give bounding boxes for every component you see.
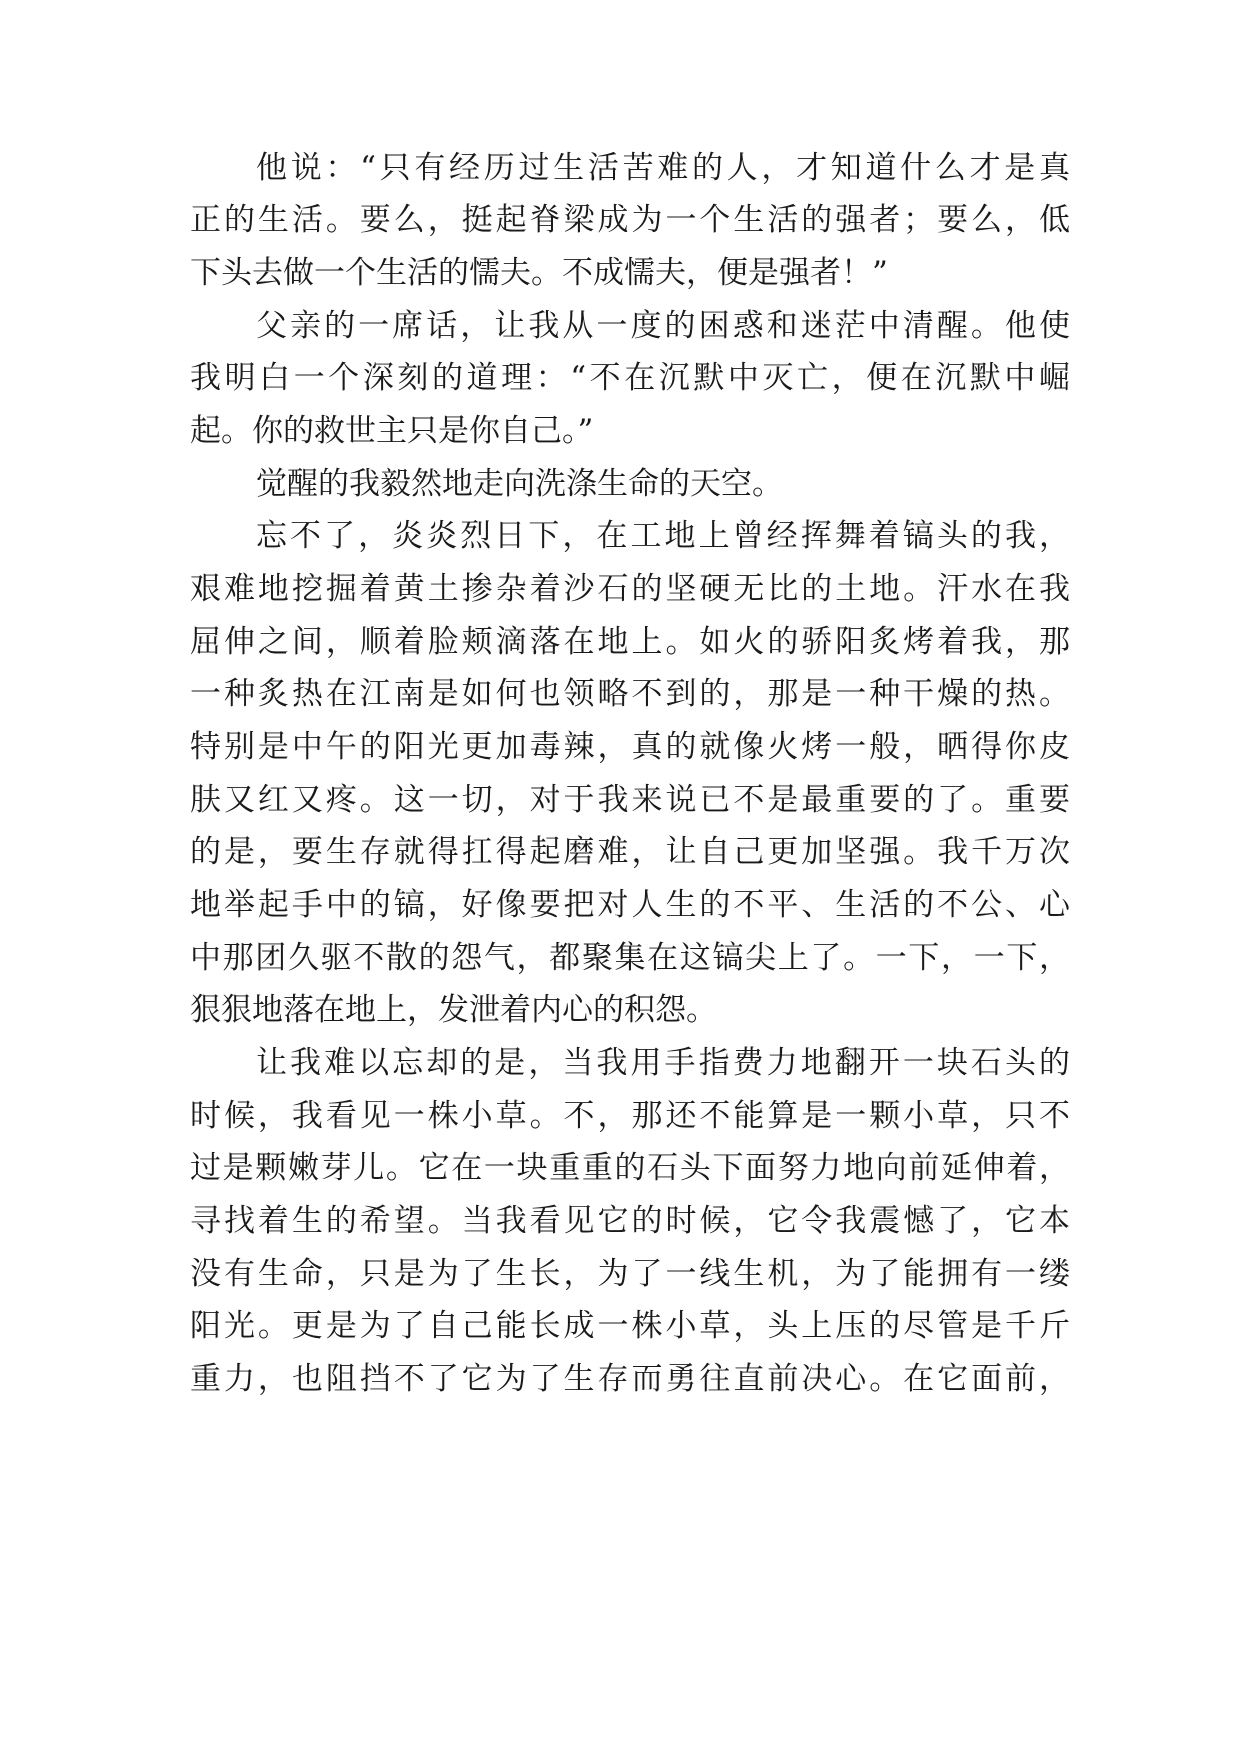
paragraph-line: 一种炙热在江南是如何也领略不到的，那是一种干燥的热。 xyxy=(190,676,1070,712)
paragraph-line: 让我难以忘却的是，当我用手指费力地翻开一块石头的 xyxy=(256,1045,1070,1081)
paragraph-line: 正的生活。要么，挺起脊梁成为一个生活的强者；要么，低 xyxy=(190,202,1070,238)
paragraph-line: 过是颗嫩芽儿。它在一块重重的石头下面努力地向前延伸着， xyxy=(190,1150,1070,1186)
paragraph-line: 父亲的一席话，让我从一度的困惑和迷茫中清醒。他使 xyxy=(256,308,1070,344)
paragraph-line: 中那团久驱不散的怨气，都聚集在这镐尖上了。一下，一下， xyxy=(190,940,1070,976)
paragraph-line: 的是，要生存就得扛得起磨难，让自己更加坚强。我千万次 xyxy=(190,834,1070,870)
paragraph-line: 下头去做一个生活的懦夫。不成懦夫，便是强者！” xyxy=(190,255,888,291)
paragraph-line: 艰难地挖掘着黄土掺杂着沙石的坚硬无比的土地。汗水在我 xyxy=(190,571,1070,607)
paragraph-line: 狠狠地落在地上，发泄着内心的积怨。 xyxy=(190,992,717,1028)
paragraph-line: 觉醒的我毅然地走向洗涤生命的天空。 xyxy=(256,466,783,502)
paragraph-line: 没有生命，只是为了生长，为了一线生机，为了能拥有一缕 xyxy=(190,1256,1070,1292)
paragraph-line: 屈伸之间，顺着脸颊滴落在地上。如火的骄阳炙烤着我，那 xyxy=(190,624,1070,660)
paragraph-line: 地举起手中的镐，好像要把对人生的不平、生活的不公、心 xyxy=(190,887,1070,923)
paragraph-line: 我明白一个深刻的道理：“不在沉默中灭亡，便在沉默中崛 xyxy=(190,360,1070,396)
paragraph-line: 忘不了，炎炎烈日下，在工地上曾经挥舞着镐头的我， xyxy=(256,518,1070,554)
paragraph-line: 时候，我看见一株小草。不，那还不能算是一颗小草，只不 xyxy=(190,1098,1070,1134)
paragraph-line: 重力，也阻挡不了它为了生存而勇往直前决心。在它面前， xyxy=(190,1361,1070,1397)
paragraph-line: 起。你的救世主只是你自己。” xyxy=(190,413,594,449)
paragraph-line: 肤又红又疼。这一切，对于我来说已不是最重要的了。重要 xyxy=(190,782,1070,818)
paragraph-line: 他说：“只有经历过生活苦难的人，才知道什么才是真 xyxy=(256,150,1070,186)
paragraph-line: 寻找着生的希望。当我看见它的时候，它令我震憾了，它本 xyxy=(190,1203,1070,1239)
paragraph-line: 特别是中午的阳光更加毒辣，真的就像火烤一般，晒得你皮 xyxy=(190,729,1070,765)
paragraph-line: 阳光。更是为了自己能长成一株小草，头上压的尽管是千斤 xyxy=(190,1308,1070,1344)
